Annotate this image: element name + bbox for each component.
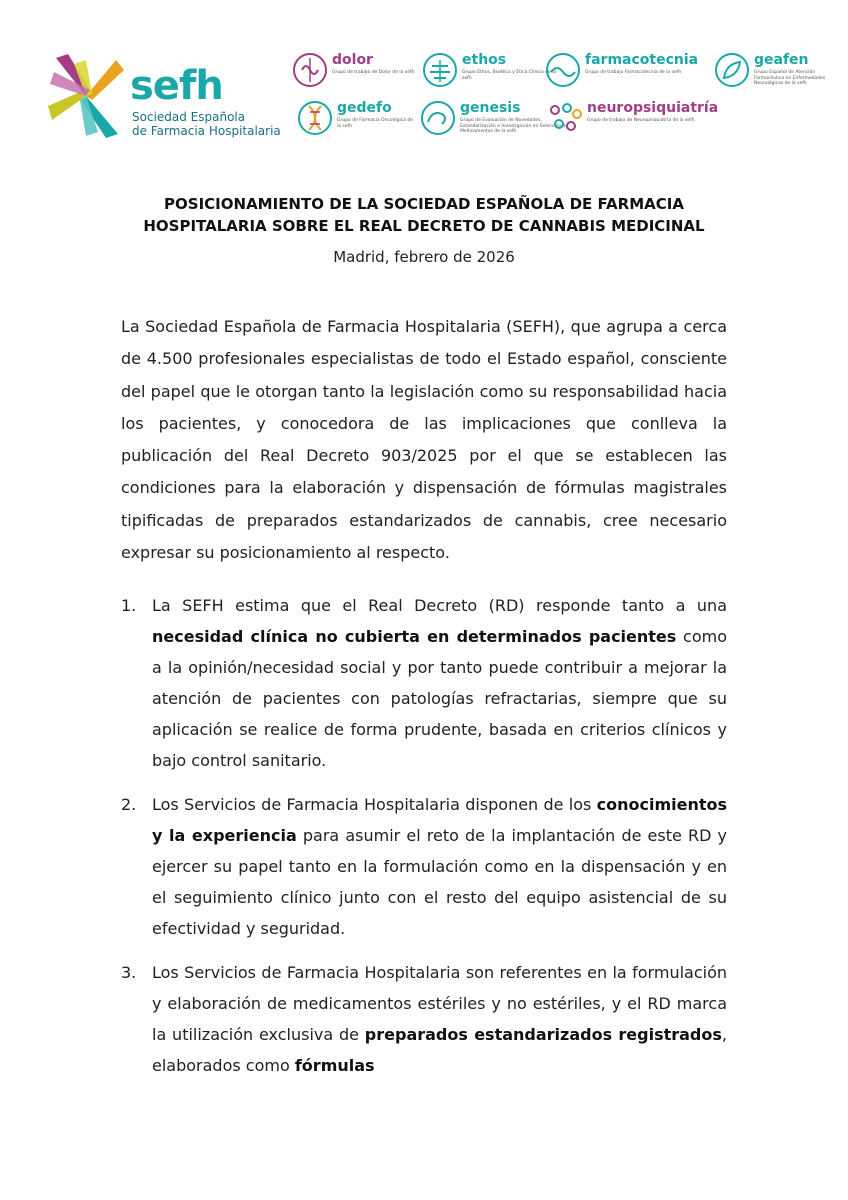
group-desc-geafen: Grupo Español de Atención Farmacéutica en Enfermedades Neurológicas de la sefh [754,70,826,86]
list-item-text [152,957,727,1081]
group-name-dolor: dolor [332,52,373,68]
list-item [121,789,727,944]
list-item-text-part: , elaborados como [152,1025,727,1075]
list-item [121,590,727,776]
group-desc-farmacotecnia: Grupo de trabajo Farmacotecnia de la sefh [585,70,682,75]
list-item-number: 1. [121,596,137,615]
wave-icon [545,52,581,88]
list-item-text-part: Los Servicios de Farmacia Hospitalaria disponen de los [152,795,597,814]
list-item-number: 2. [121,795,137,814]
sefh-wordmark: sefh [130,63,223,109]
group-desc-dolor: Grupo de trabajo de Dolor de la sefh [332,70,415,75]
list-item-emphasis: preparados estandarizados registrados [364,1025,722,1044]
sefh-logo [46,54,281,144]
brain-icon [292,52,328,88]
list-item-text-part: Los Servicios de Farmacia Hospitalaria son referentes en la formulación y elaboración de medicamentos estériles y no estériles, y el RD marca la utilización exclusiva de [152,963,727,1044]
list-item-text [152,590,727,776]
sefh-subtitle [132,110,281,138]
sefh-emblem-icon [46,54,126,138]
logo-banner [0,0,848,160]
network-icon [547,100,583,136]
list-item-text-part: para asumir el reto de la implantación de este RD y ejercer su papel tanto en la formulación como en la dispensación y en el seguimiento clínico junto con el resto del equipo asistencial de su efectividad y seguridad. [152,826,727,938]
sefh-subtitle-line2: de Farmacia Hospitalaria [132,124,281,138]
list-item-emphasis: fórmulas [294,1056,375,1075]
document-title-line1: POSICIONAMIENTO DE LA SOCIEDAD ESPAÑOLA DE FARMACIA [164,195,684,213]
place-date: Madrid, febrero de 2026 [333,248,515,266]
list-item-emphasis: conocimientos y la experiencia [152,795,727,845]
group-desc-genesis: Grupo de Evaluación de Novedades, Estandarización e Investigación en Selección de Medicamentos de la sefh [460,118,569,134]
leaf-icon [714,52,750,88]
list-item-text-part: La SEFH estima que el Real Decreto (RD) responde tanto a una [152,596,727,615]
group-name-geafen: geafen [754,52,809,68]
group-name-gedefo: gedefo [337,100,392,116]
tree-icon [422,52,458,88]
group-name-ethos: ethos [462,52,507,68]
list-item [121,957,727,1081]
sefh-subtitle-line1: Sociedad Española [132,110,246,124]
group-name-farmacotecnia: farmacotecnia [585,52,699,68]
group-desc-ethos: Grupo Ethos, Bioética y Ética Clínica de la sefh [462,70,557,81]
document-title [80,193,768,237]
dna-icon [297,100,333,136]
list-item-text [152,789,727,944]
group-name-genesis: genesis [460,100,521,116]
intro-paragraph: La Sociedad Española de Farmacia Hospitalaria (SEFH), que agrupa a cerca de 4.500 profesionales especialistas de todo el Estado español, consciente del papel que le otorgan tanto la legislación como su responsabilidad hacia los pacientes, y conocedora de las implicaciones que conlleva la publicación del Real Decreto 903/2025 por el que se establecen las condiciones para la elaboración y dispensación de fórmulas magistrales tipificadas de preparados estandarizados de cannabis, cree necesario expresar su posicionamiento al respecto. [121,317,727,563]
spiral-icon [420,100,456,136]
list-item-text-part: como a la opinión/necesidad social y por tanto puede contribuir a mejorar la atención de pacientes con patologías refractarias, siempre que su aplicación se realice de forma prudente, basada en criterios clínicos y bajo control sanitario. [152,627,728,770]
group-desc-gedefo: Grupo de Farmacia Oncológica de la sefh [337,118,414,129]
group-name-neuropsiquiatria: neuropsiquiatría [587,100,719,116]
list-item-emphasis: necesidad clínica no cubierta en determinados pacientes [152,627,677,646]
group-desc-neuropsiquiatria: Grupo de trabajo de Neuropsiquiatría de la sefh [587,118,695,123]
list-item-number: 3. [121,963,137,982]
document-title-line2: HOSPITALARIA SOBRE EL REAL DECRETO DE CANNABIS MEDICINAL [143,217,705,235]
